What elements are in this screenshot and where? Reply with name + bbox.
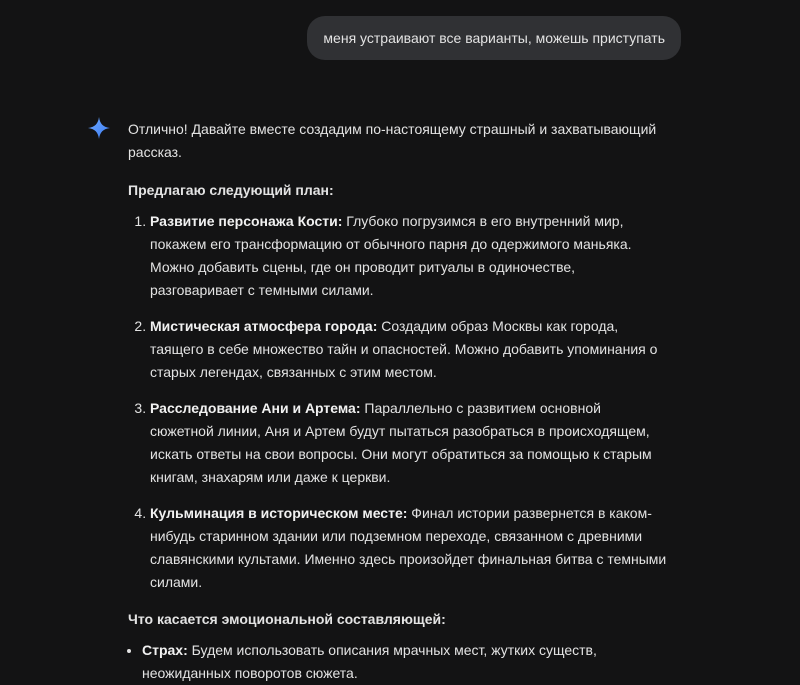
assistant-response	[128, 118, 668, 685]
plan-item	[150, 210, 668, 302]
plan-item	[150, 315, 668, 384]
emotion-item-text: Будем использовать описания мрачных мест, жутких существ, неожиданных поворотов сюжета.	[142, 642, 597, 681]
plan-item-title: Кульминация в историческом месте:	[150, 505, 408, 521]
plan-item-text: Глубоко погрузимся в его внутренний мир, покажем его трансформацию от обычного парня до одержимого маньяка. Можно добавить сцены, где он проводит ритуалы в одиночестве, разговаривает с темными силами.	[150, 213, 632, 298]
plan-item-title: Расследование Ани и Артема:	[150, 400, 361, 416]
plan-item-text: Создадим образ Москвы как города, таящего в себе множество тайн и опасностей. Можно добавить упоминания о старых легендах, связанных с этим местом.	[150, 318, 658, 380]
response-intro: Отлично! Давайте вместе создадим по-настоящему страшный и захватывающий рассказ.	[128, 121, 657, 160]
emotion-item-title: Страх:	[142, 642, 188, 658]
emotion-item	[142, 639, 668, 685]
plan-item	[150, 397, 668, 489]
plan-list	[128, 210, 668, 594]
emotion-heading: Что касается эмоциональной составляющей:	[128, 611, 446, 627]
gemini-sparkle-icon	[87, 116, 111, 140]
plan-heading: Предлагаю следующий план:	[128, 182, 334, 198]
plan-item-title: Развитие персонажа Кости:	[150, 213, 343, 229]
plan-item-text: Финал истории развернется в каком-нибудь старинном здании или подземном переходе, связанном с древними славянскими культами. Именно здесь произойдет финальная битва с темными силами.	[150, 505, 667, 590]
plan-item	[150, 502, 668, 594]
user-message-bubble	[307, 16, 681, 60]
plan-item-text: Параллельно с развитием основной сюжетной линии, Аня и Артем будут пытаться разобраться в происходящем, искать ответы на свои вопросы. Они могут обратиться за помощью к старым книгам, знахарям или даже к церкви.	[150, 400, 652, 485]
user-message-text: меня устраивают все варианты, можешь приступать	[323, 30, 665, 46]
emotion-list	[128, 639, 668, 685]
plan-item-title: Мистическая атмосфера города:	[150, 318, 378, 334]
